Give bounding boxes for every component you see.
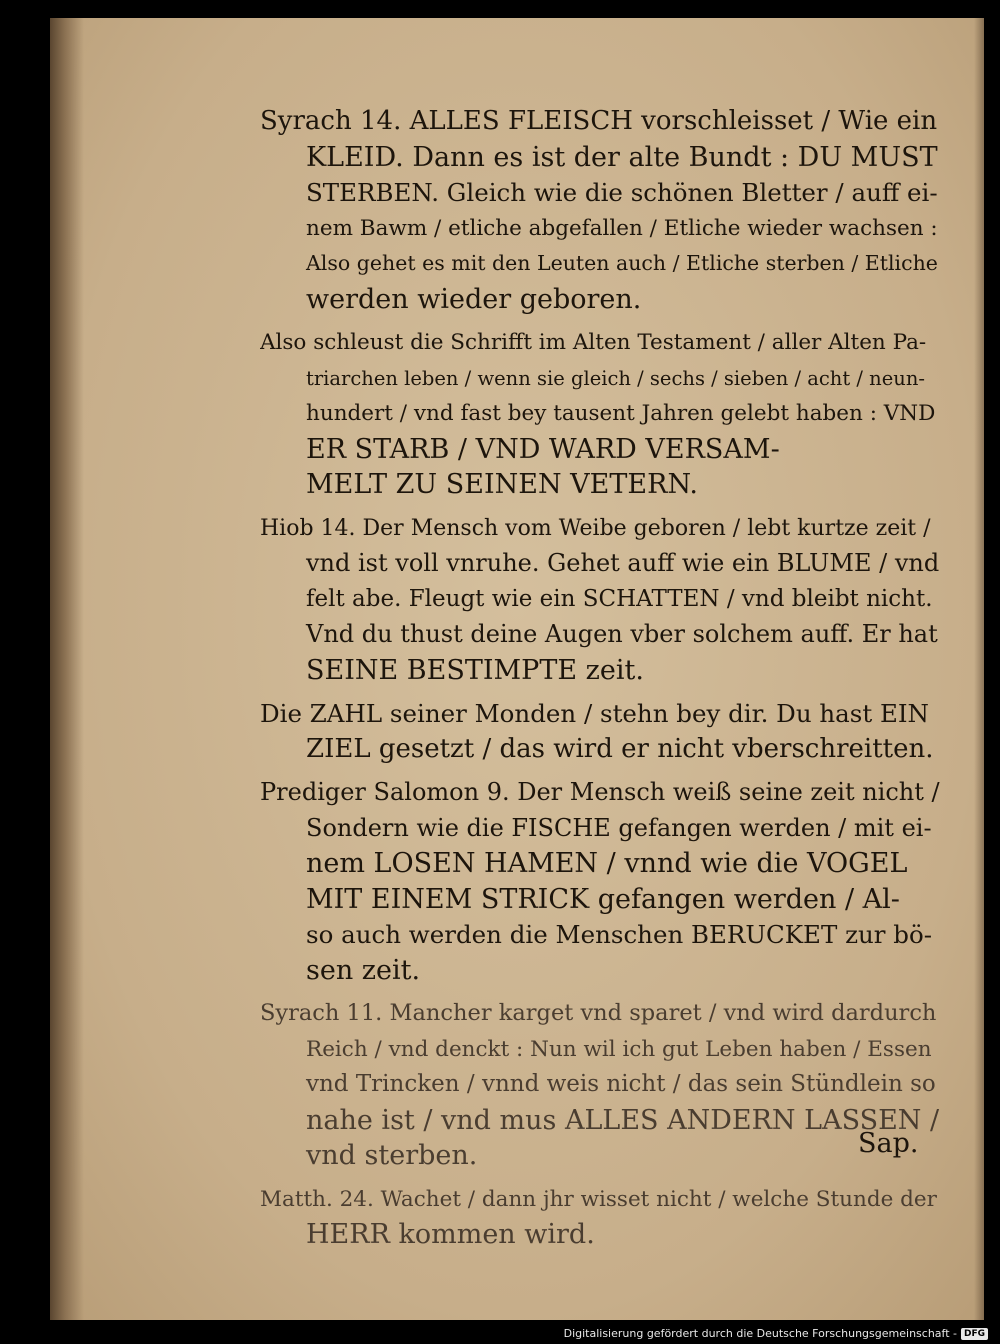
- text-line: triarchen leben / wenn sie gleich / sechs / sieben / acht / neun-: [306, 366, 925, 390]
- text-line: Vnd du thust deine Augen vber solchem auff. Er hat: [306, 620, 938, 648]
- paragraph-prediger-9: [260, 775, 940, 988]
- footer-credit: [564, 1327, 988, 1340]
- paragraph-syrach-11: [260, 996, 940, 1174]
- book-page: [50, 18, 984, 1320]
- text-line: hundert / vnd fast bey tausent Jahren gelebt haben : VND: [306, 401, 936, 426]
- dfg-logo-icon: DFG: [961, 1328, 988, 1340]
- text-line: Syrach 11. Mancher karget vnd sparet / vnd wird dardurch: [260, 1000, 937, 1026]
- text-line: nem Bawm / etliche abgefallen / Etliche wieder wachsen :: [306, 215, 938, 241]
- text-line: Also gehet es mit den Leuten auch / Etliche sterben / Etliche: [306, 251, 938, 275]
- paragraph-hiob-14: [260, 511, 940, 689]
- text-line: KLEID. Dann es ist der alte Bundt : DU MUST: [306, 141, 938, 173]
- text-line: Hiob 14. Der Mensch vom Weibe geboren / lebt kurtze zeit /: [260, 515, 931, 541]
- paragraph-zahl: [260, 696, 940, 767]
- paragraph-matth-24: [260, 1182, 940, 1253]
- catchword: Sap.: [858, 1128, 919, 1159]
- text-line: nahe ist / vnd mus ALLES ANDERN LASSEN /: [306, 1104, 940, 1136]
- paragraph-syrach-14: [260, 104, 940, 317]
- text-line: Matth. 24. Wachet / dann jhr wisset nicht / welche Stunde der: [260, 1186, 937, 1212]
- page-text: [260, 104, 940, 1261]
- page-gutter: [50, 18, 84, 1320]
- text-line: vnd Trincken / vnnd weis nicht / das sein Stündlein so: [306, 1071, 936, 1097]
- text-line: vnd sterben.: [306, 1140, 478, 1171]
- text-line: MELT ZU SEINEN VETERN.: [306, 469, 698, 500]
- text-line: MIT EINEM STRICK gefangen werden / Al-: [306, 883, 900, 915]
- text-line: Reich / vnd denckt : Nun wil ich gut Leben haben / Essen: [306, 1036, 932, 1062]
- text-line: werden wieder geboren.: [306, 283, 642, 315]
- text-line: STERBEN. Gleich wie die schönen Bletter / auff ei-: [306, 178, 938, 207]
- text-line: Also schleust die Schrifft im Alten Testament / aller Alten Pa-: [260, 330, 927, 355]
- text-line: vnd ist voll vnruhe. Gehet auff wie ein BLUME / vnd: [306, 549, 940, 577]
- text-line: sen zeit.: [306, 954, 421, 986]
- paragraph-schrifft: [260, 325, 940, 503]
- text-line: SEINE BESTIMPTE zeit.: [306, 654, 644, 686]
- text-line: nem LOSEN HAMEN / vnnd wie die VOGEL: [306, 848, 908, 879]
- text-line: ZIEL gesetzt / das wird er nicht vberschreitten.: [306, 733, 934, 764]
- page-edge: [974, 18, 984, 1320]
- text-line: Prediger Salomon 9. Der Mensch weiß seine zeit nicht /: [260, 778, 940, 806]
- footer-text: Digitalisierung gefördert durch die Deutsche Forschungsgemeinschaft -: [563, 1327, 957, 1340]
- text-line: so auch werden die Menschen BERUCKET zur bö-: [306, 920, 932, 949]
- text-line: HERR kommen wird.: [306, 1219, 595, 1250]
- text-line: felt abe. Fleugt wie ein SCHATTEN / vnd bleibt nicht.: [306, 585, 933, 612]
- text-line: Die ZAHL seiner Monden / stehn bey dir. Du hast EIN: [260, 699, 929, 728]
- text-line: Syrach 14. ALLES FLEISCH vorschleisset / Wie ein: [260, 106, 938, 136]
- text-line: ER STARB / VND WARD VERSAM-: [306, 433, 780, 465]
- text-line: Sondern wie die FISCHE gefangen werden / mit ei-: [306, 813, 932, 842]
